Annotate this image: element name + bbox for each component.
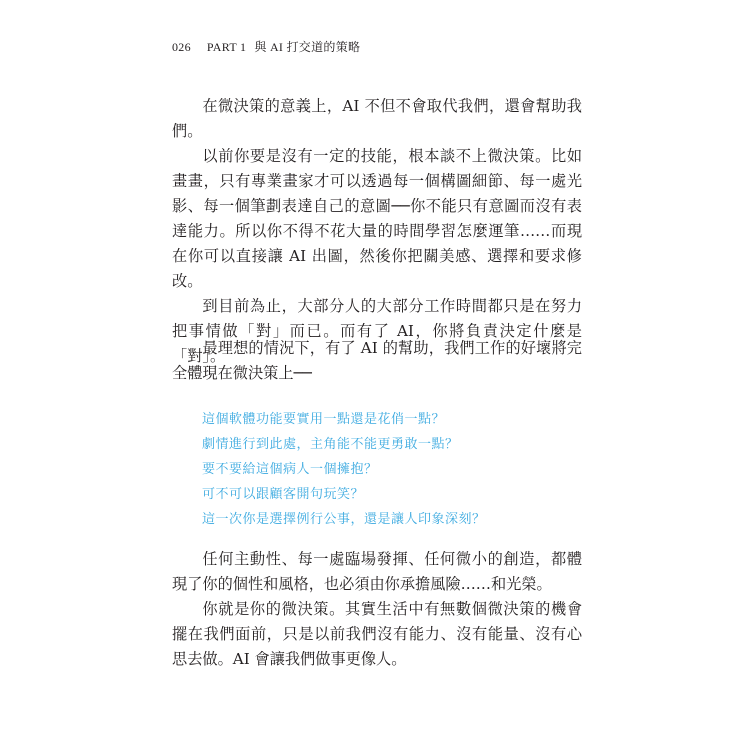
question-list [202, 407, 562, 532]
text-block-intro [172, 94, 582, 369]
chapter-title: 與 AI 打交道的策略 [254, 40, 361, 54]
paragraph: 在微決策的意義上，AI 不但不會取代我們，還會幫助我們。 [172, 97, 582, 140]
paragraph: 你就是你的微決策。其實生活中有無數個微決策的機會擺在我們面前，只是以前我們沒有能力、沒有能量、沒有心思去做。AI 會讓我們做事更像人。 [172, 600, 582, 668]
question-item: 這個軟體功能要實用一點還是花俏一點？ [202, 412, 446, 427]
paragraph: 最理想的情況下，有了 AI 的幫助，我們工作的好壞將完全體現在微決策上── [172, 339, 582, 382]
paragraph: 任何主動性、每一處臨場發揮、任何微小的創造，都體現了你的個性和風格，也必須由你承擔風險……和光榮。 [172, 550, 582, 593]
text-block-conclusion [172, 547, 582, 672]
page-number: 026 [172, 40, 191, 54]
question-item: 這一次你是選擇例行公事，還是讓人印象深刻？ [202, 512, 486, 527]
text-block-ideal [172, 336, 582, 386]
question-item: 可不可以跟顧客開句玩笑？ [202, 487, 365, 502]
part-label: PART 1 [206, 40, 247, 54]
paragraph: 以前你要是沒有一定的技能，根本談不上微決策。比如畫畫，只有專業畫家才可以透過每一個構圖細節、每一處光影、每一個筆劃表達自己的意圖──你不能只有意圖而沒有表達能力。所以你不得不花大量的時間學習怎麼運筆……而現在你可以直接讓 AI 出圖，然後你把關美感、選擇和要求修改。 [172, 147, 582, 290]
question-item: 要不要給這個病人一個擁抱？ [202, 462, 378, 477]
question-item: 劇情進行到此處，主角能不能更勇敢一點？ [202, 437, 459, 452]
paragraph: 到目前為止，大部分人的大部分工作時間都只是在努力把事情做「對」而已。而有了 AI，你將負責決定什麼是「對」。 [172, 297, 582, 365]
running-head [172, 38, 360, 55]
